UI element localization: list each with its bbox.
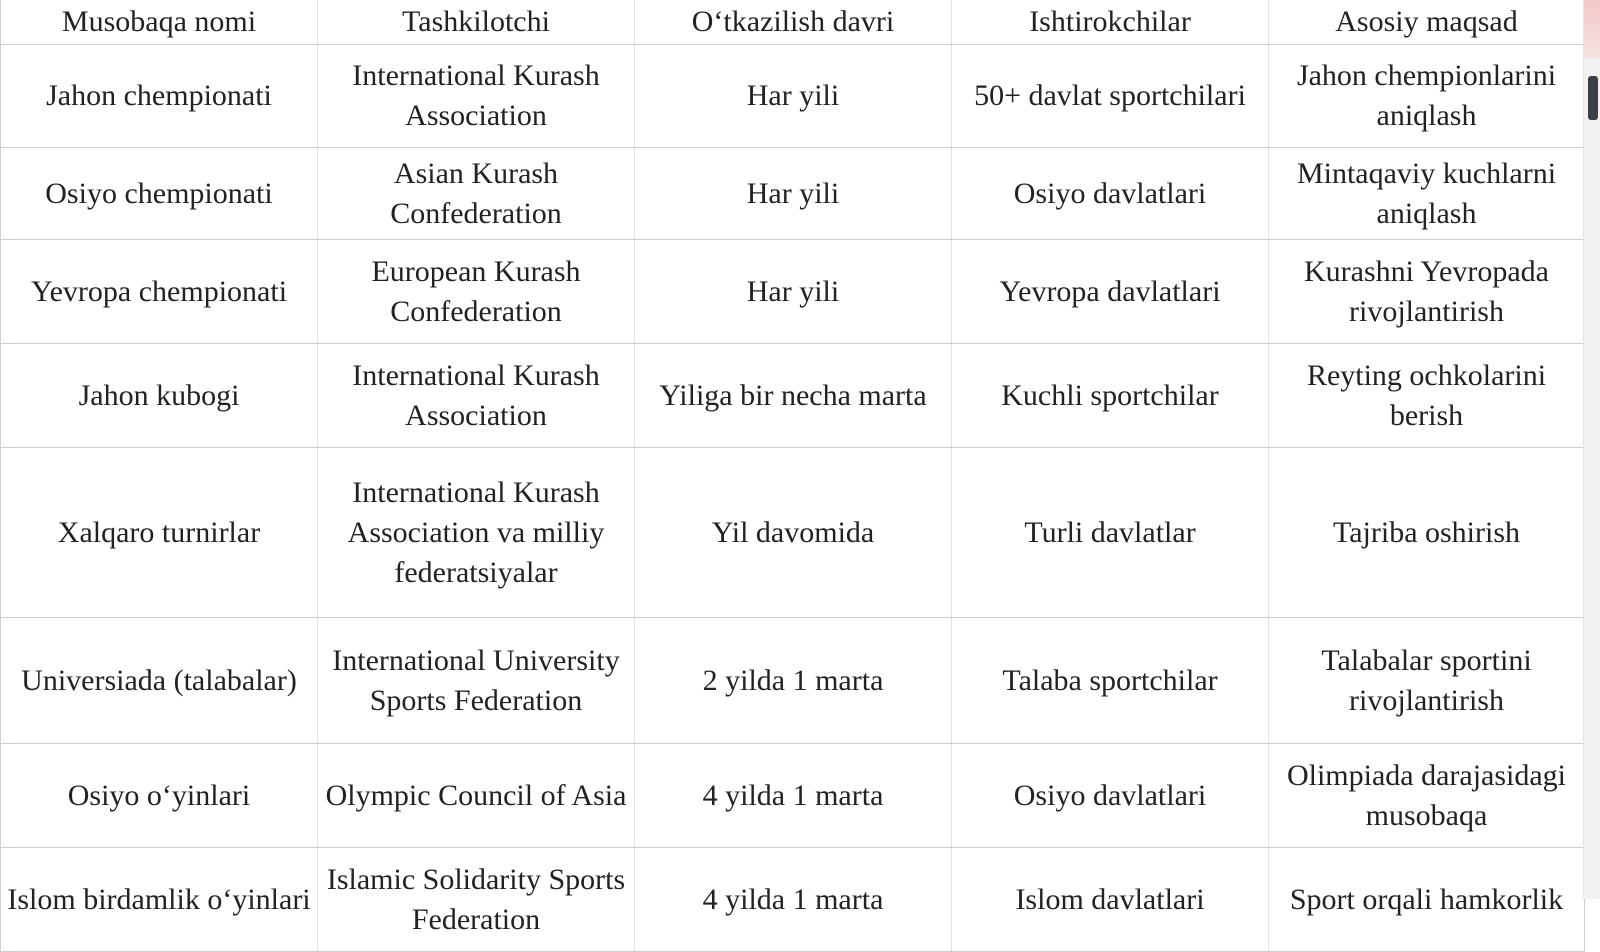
- cell-competition-name: Universiada (talabalar): [1, 618, 318, 744]
- cell-competition-name: Xalqaro turnirlar: [1, 448, 318, 618]
- table-row: [1, 848, 1585, 952]
- cell-goal: Reyting ochkolarini berish: [1269, 344, 1585, 448]
- cell-participants: Kuchli sportchilar: [952, 344, 1269, 448]
- cell-period: Har yili: [635, 240, 952, 344]
- cell-competition-name: Osiyo chempionati: [1, 148, 318, 240]
- cell-organizer: Olympic Council of Asia: [318, 744, 635, 848]
- cell-competition-name: Jahon chempionati: [1, 45, 318, 148]
- header-participants: Ishtirokchilar: [952, 0, 1269, 45]
- table-row: [1, 618, 1585, 744]
- cell-organizer: International University Sports Federation: [318, 618, 635, 744]
- scrollbar-track-top: [1584, 0, 1600, 58]
- cell-period: Har yili: [635, 45, 952, 148]
- cell-period: 4 yilda 1 marta: [635, 848, 952, 952]
- table-row: [1, 744, 1585, 848]
- cell-goal: Mintaqaviy kuchlarni aniqlash: [1269, 148, 1585, 240]
- cell-goal: Kurashni Yevropada rivojlantirish: [1269, 240, 1585, 344]
- cell-organizer: International Kurash Association va milliy federatsiyalar: [318, 448, 635, 618]
- table-row: [1, 344, 1585, 448]
- table-header-row: [1, 0, 1585, 45]
- cell-participants: Turli davlatlar: [952, 448, 1269, 618]
- cell-organizer: Islamic Solidarity Sports Federation: [318, 848, 635, 952]
- cell-goal: Sport orqali hamkorlik: [1269, 848, 1585, 952]
- cell-organizer: Asian Kurash Confederation: [318, 148, 635, 240]
- cell-participants: Osiyo davlatlari: [952, 148, 1269, 240]
- header-goal: Asosiy maqsad: [1269, 0, 1585, 45]
- header-organizer: Tashkilotchi: [318, 0, 635, 45]
- cell-goal: Tajriba oshirish: [1269, 448, 1585, 618]
- cell-participants: 50+ davlat sportchilari: [952, 45, 1269, 148]
- table-row: [1, 45, 1585, 148]
- cell-goal: Olimpiada darajasidagi musobaqa: [1269, 744, 1585, 848]
- cell-competition-name: Islom birdamlik o‘yinlari: [1, 848, 318, 952]
- cell-period: Yiliga bir necha marta: [635, 344, 952, 448]
- scrollbar-thumb[interactable]: [1588, 76, 1598, 120]
- table-row: [1, 148, 1585, 240]
- cell-participants: Talaba sportchilar: [952, 618, 1269, 744]
- cell-organizer: International Kurash Association: [318, 45, 635, 148]
- cell-competition-name: Jahon kubogi: [1, 344, 318, 448]
- cell-organizer: European Kurash Confederation: [318, 240, 635, 344]
- cell-competition-name: Osiyo o‘yinlari: [1, 744, 318, 848]
- cell-participants: Yevropa davlatlari: [952, 240, 1269, 344]
- cell-organizer: International Kurash Association: [318, 344, 635, 448]
- header-period: O‘tkazilish davri: [635, 0, 952, 45]
- cell-period: Har yili: [635, 148, 952, 240]
- cell-participants: Osiyo davlatlari: [952, 744, 1269, 848]
- cell-period: Yil davomida: [635, 448, 952, 618]
- table-row: [1, 448, 1585, 618]
- table-row: [1, 240, 1585, 344]
- cell-competition-name: Yevropa chempionati: [1, 240, 318, 344]
- cell-goal: Jahon chempionlarini aniqlash: [1269, 45, 1585, 148]
- vertical-scrollbar[interactable]: [1583, 0, 1600, 899]
- header-competition-name: Musobaqa nomi: [1, 0, 318, 45]
- cell-period: 2 yilda 1 marta: [635, 618, 952, 744]
- cell-period: 4 yilda 1 marta: [635, 744, 952, 848]
- cell-participants: Islom davlatlari: [952, 848, 1269, 952]
- cell-goal: Talabalar sportini rivojlantirish: [1269, 618, 1585, 744]
